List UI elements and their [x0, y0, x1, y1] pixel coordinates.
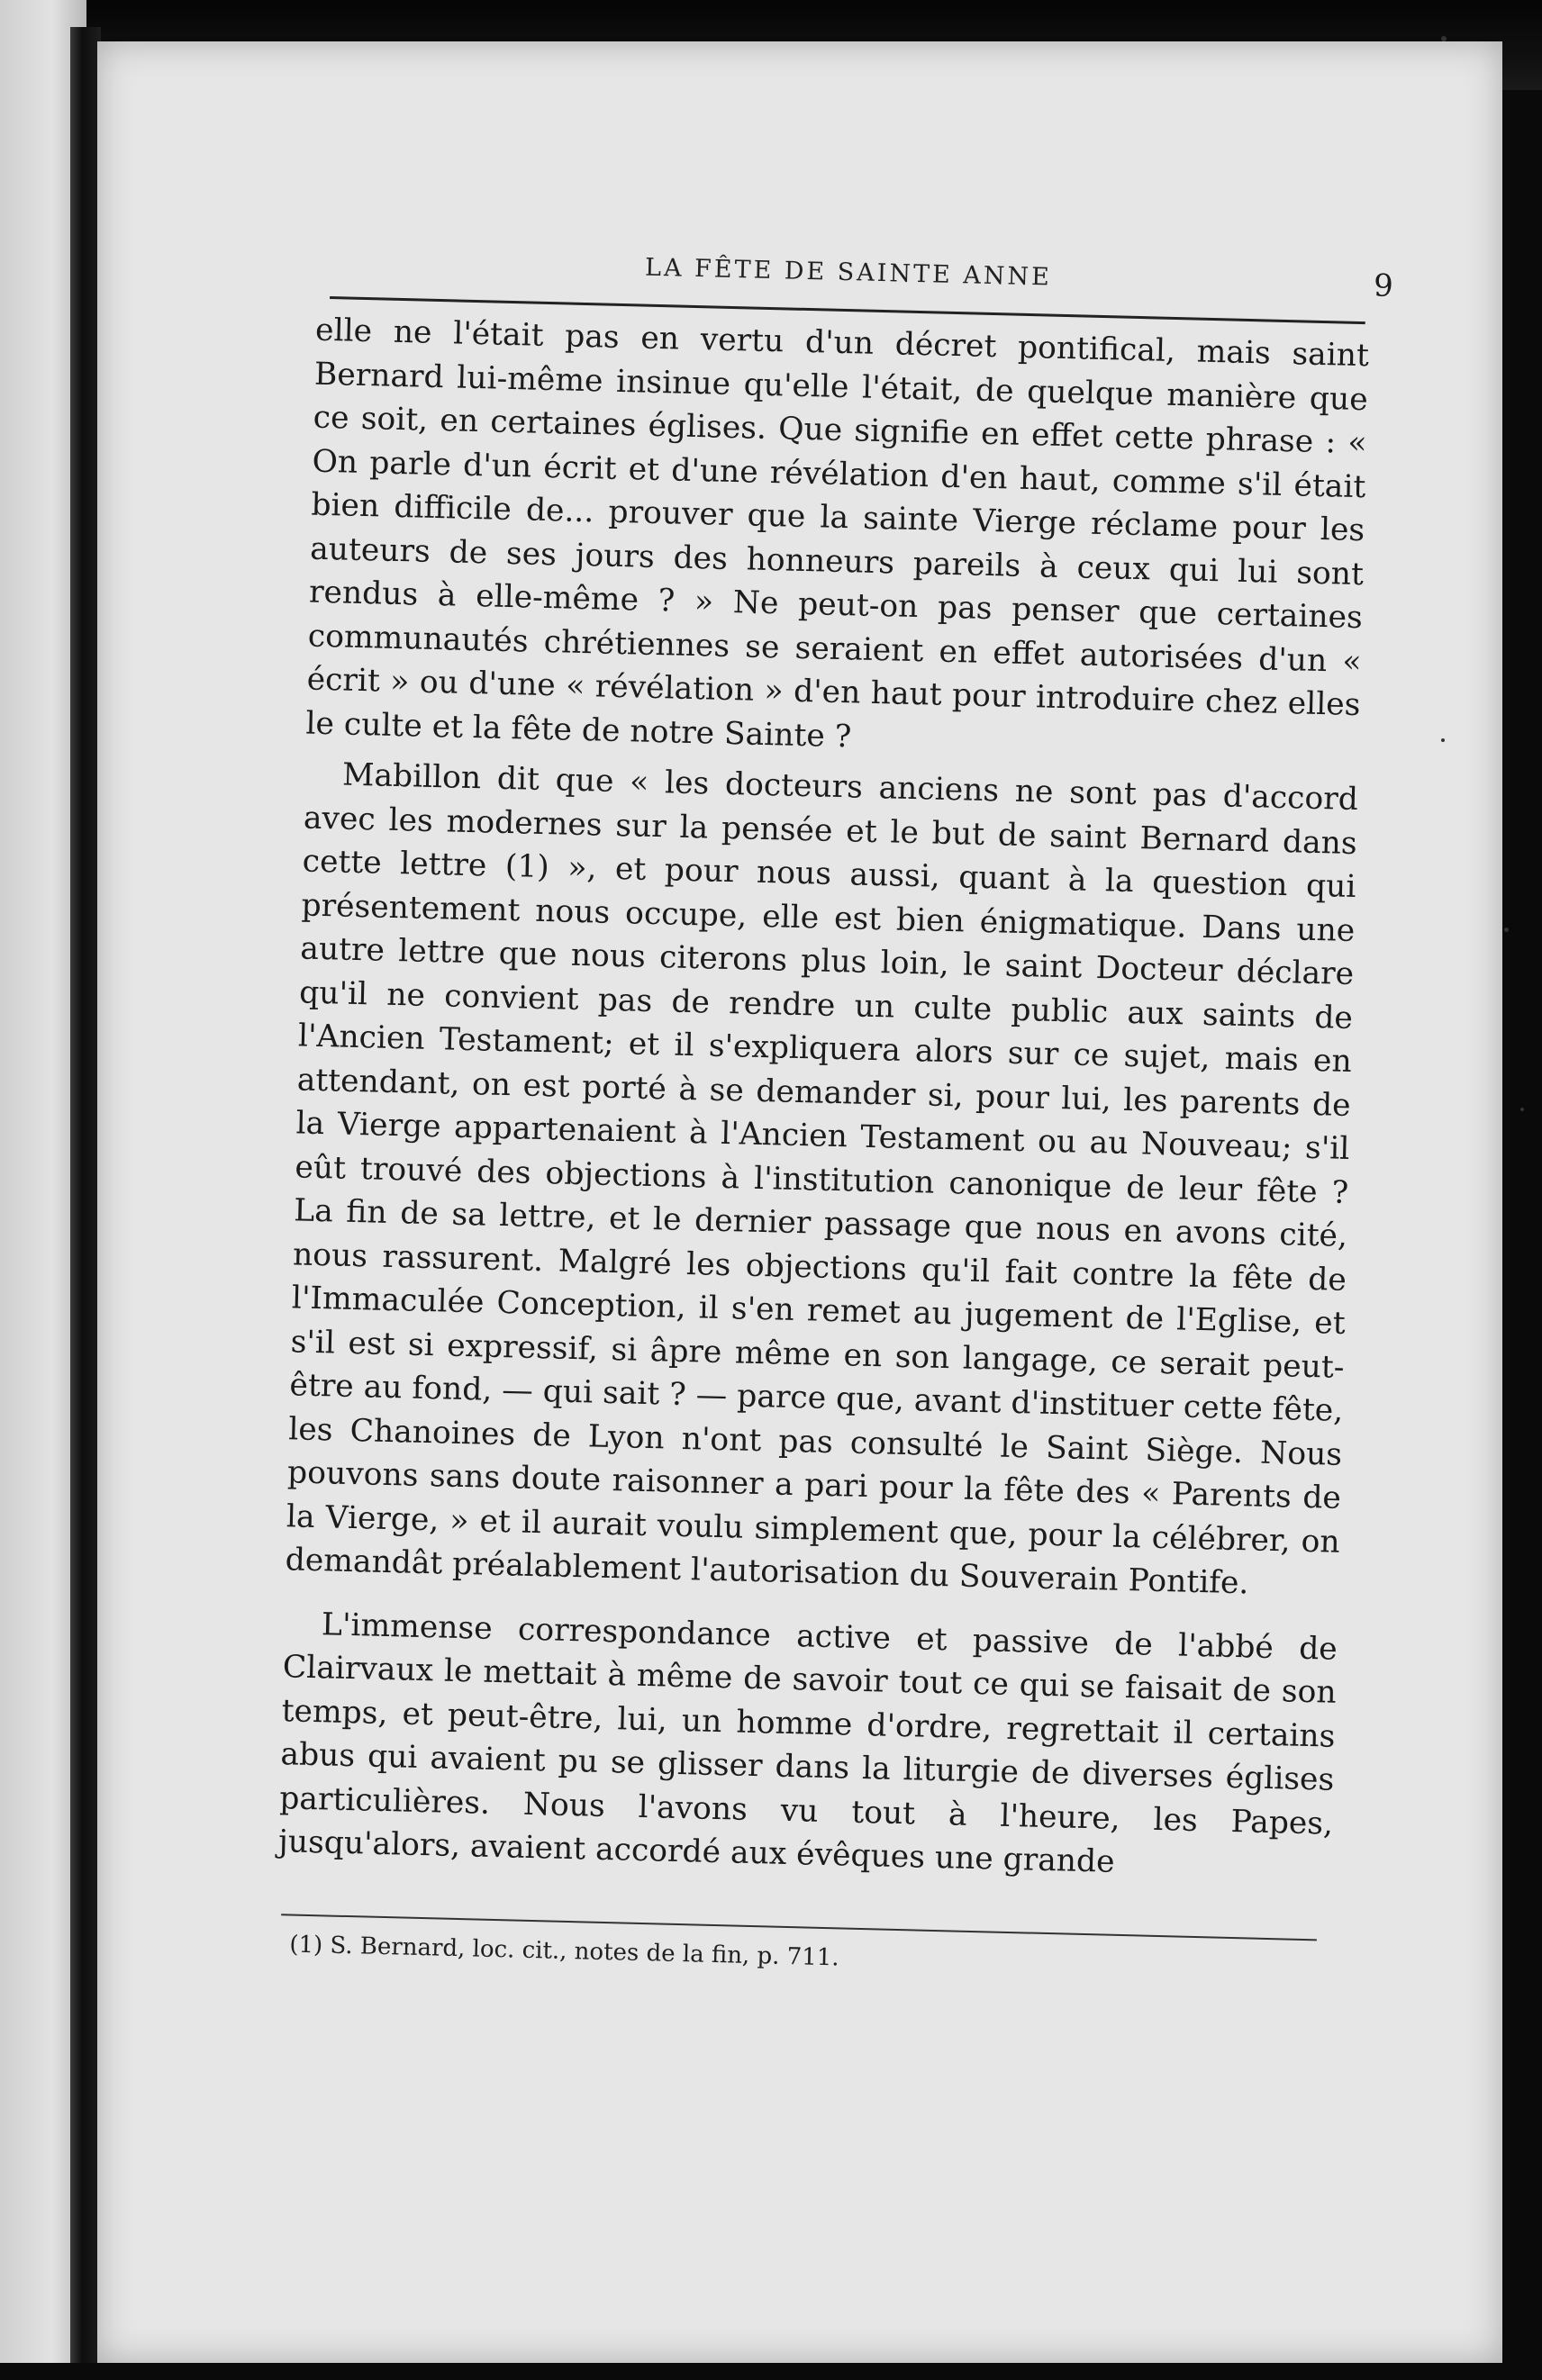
paragraph-3: L'immense correspondance active et passive de l'abbé de Clairvaux le mettait à même de savoir tout ce qui se faisait de son temps, et peut-être, lui, un homme d'ordre, regrettait il certains abus qui avaient pu se glisser dans la liturgie de diverses églises particulières. Nous l'avons vu tout à l'heure, les Papes, jusqu'alors, avaient accordé aux évêques une grande	[277, 1606, 1338, 1880]
book-page	[97, 41, 1502, 2363]
dust-speck	[1441, 738, 1445, 742]
dust-speck	[1520, 1108, 1524, 1111]
page-content	[63, 24, 1525, 2379]
running-head	[330, 233, 1394, 324]
paragraph-2: Mabillon dit que « les docteurs anciens ne sont pas d'accord avec les modernes sur la pensée et le but de saint Bernard dans cette lettre (1) », et pour nous aussi, quant à la question qui présentement nous occupe, elle est bien énigmatique. Dans une autre lettre que nous citerons plus loin, le saint Docteur déclare qu'il ne convient pas de rendre un culte public aux saints de l'Ancien Testament; et il s'expliquera alors sur ce sujet, mais en attendant, on est porté à se demander si, pour lui, les parents de la Vierge appartenaient à l'Ancien Testament ou au Nouveau; s'il eût trouvé des objections à l'institution canonique de leur fête ? La fin de sa lettre, et le dernier passage que nous en avons cité, nous rassurent. Malgré les objections qu'il fait contre la fête de l'Immaculée Conception, il s'en remet au jugement de l'Eglise, et s'il est si expressif, si âpre même en son langage, ce serait peut-être au fond, — qui sait ? — parce que, avant d'instituer cette fête, les Chanoines de Lyon n'ont pas consulté le Saint Siège. Nous pouvons sans doute raisonner a pari pour la fête des « Parents de la Vierge, » et il aurait voulu simplement que, pour la célébrer, on demandât préalablement l'autorisation du Souverain Pontife.	[285, 756, 1359, 1602]
dust-speck	[1441, 36, 1447, 41]
paragraph-1: elle ne l'était pas en vertu d'un décret pontifical, mais saint Bernard lui-même insinue qu'elle l'était, de quelque manière que ce soit, en certaines églises. Que signifie en effet cette phrase : « On parle d'un écrit et d'une révélation d'en haut, comme s'il était bien difficile de... prouver que la sainte Vierge réclame pour les auteurs de ses jours des honneurs pareils à ceux qui lui sont rendus à elle-même ? » Ne peut-on pas penser que certaines communautés chrétiennes se seraient en effet autorisées d'un « écrit » ou d'une « révélation » d'en haut pour introduire chez elles le culte et la fête de notre Sainte ?	[305, 312, 1370, 755]
dust-speck	[1504, 928, 1509, 932]
running-title: LA FÊTE DE SAINTE ANNE	[644, 253, 1053, 292]
page-number: 9	[1373, 267, 1394, 304]
body-text	[278, 309, 1370, 1890]
footnote: (1) S. Bernard, loc. cit., notes de la fin, p. 711.	[289, 1931, 839, 1972]
